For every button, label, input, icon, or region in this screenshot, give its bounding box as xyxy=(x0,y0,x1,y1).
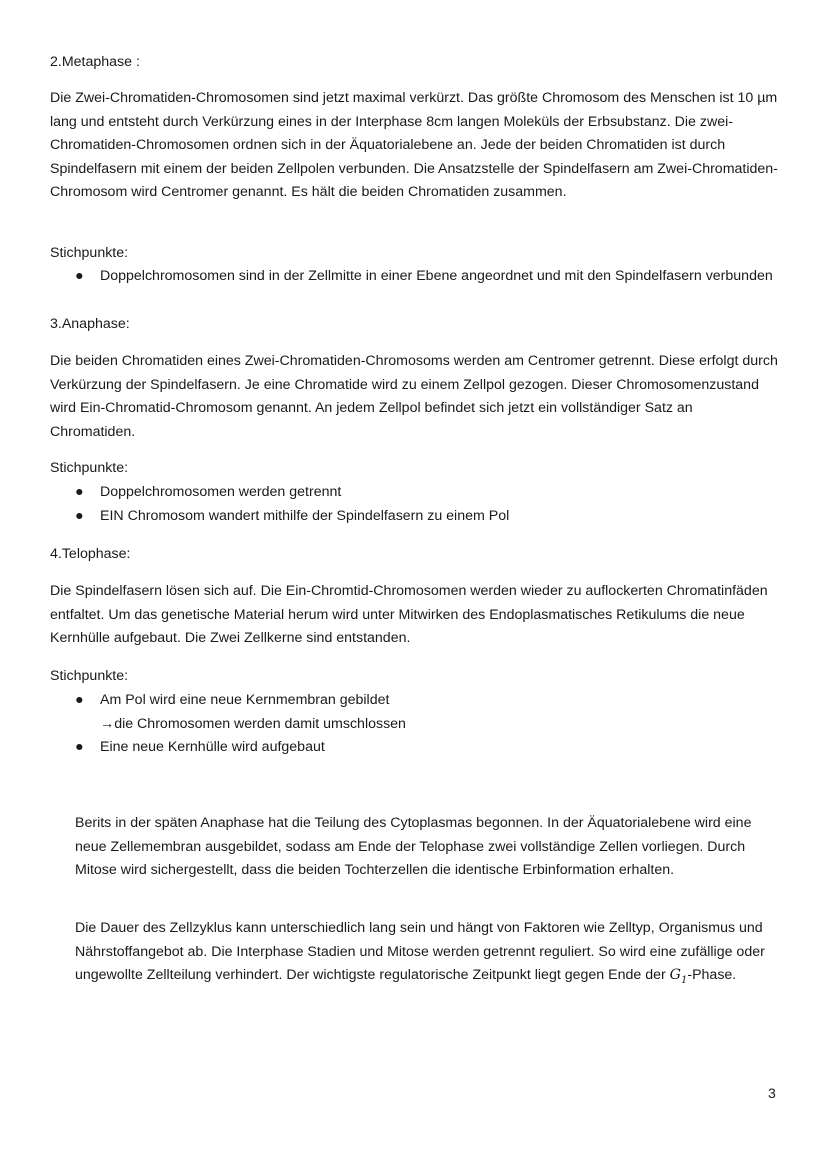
telophase-stichpunkte-label: Stichpunkte: xyxy=(50,668,129,684)
list-item: ● Am Pol wird eine neue Kernmembran gebildet xyxy=(50,689,780,713)
bullet-icon: ● xyxy=(75,268,84,284)
cytokinesis-paragraph: Berits in der späten Anaphase hat die Teilung des Cytoplasmas begonnen. In der Äquatorialebene wird eine neue Zellemembran ausgebildet, sodass am Ende der Telophase zwei vollständige Zellen vorliegen. Durch Mitose wird sichergestellt, dass die beiden Tochterzellen die identische Erbinformation erhalten. xyxy=(75,815,752,878)
list-item: ● Doppelchromosomen werden getrennt xyxy=(50,481,780,505)
metaphase-paragraph: Die Zwei-Chromatiden-Chromosomen sind jetzt maximal verkürzt. Das größte Chromosom des Menschen ist 10 µm lang und entsteht durch Verkürzung eines in der Interphase 8cm langen Moleküls der Erbsubstanz. Die zwei-Chromatiden-Chromosomen ordnen sich in der Äquatorialebene an. Jede der beiden Chromatiden ist durch Spindelfasern mit einem der beiden Zellpolen verbunden. Die Ansatzstelle der Spindelfasern am Zwei-Chromatiden-Chromosom wird Centromer genannt. Es hält die beiden Chromatiden zusammen. xyxy=(50,90,778,200)
list-item: ● EIN Chromosom wandert mithilfe der Spindelfasern zu einem Pol xyxy=(50,505,780,529)
bullet-icon: ● xyxy=(75,507,84,524)
arrow-right-icon: → xyxy=(100,715,115,732)
telophase-bullet-list xyxy=(50,689,780,760)
g1-symbol: $G_1$ xyxy=(669,967,688,986)
metaphase-stichpunkte-label: Stichpunkte: xyxy=(50,245,129,261)
anaphase-heading: 3.Anaphase: xyxy=(50,316,130,332)
anaphase-paragraph: Die beiden Chromatiden eines Zwei-Chromatiden-Chromosoms werden am Centromer getrennt. Diese erfolgt durch Verkürzung der Spindelfasern. Je eine Chromatide wird zu einem Zellpol gezogen. Dieser Chromosomenzustand wird Ein-Chromatid-Chromosom genannt. An jedem Zellpol befindet sich jetzt ein vollständiger Satz an Chromatiden. xyxy=(50,353,778,440)
anaphase-bullet-list xyxy=(50,481,780,528)
telophase-paragraph: Die Spindelfasern lösen sich auf. Die Ein-Chromtid-Chromosomen werden wieder zu auflockerten Chromatinfäden entfaltet. Um das genetische Material herum wird unter Mitwirken des Endoplasmatisches Retikulums die neue Kernhülle aufgebaut. Die Zwei Zellkerne sind entstanden. xyxy=(50,583,768,646)
list-subitem: →die Chromosomen werden damit umschlossen xyxy=(100,715,406,732)
bullet-icon: ● xyxy=(75,692,84,708)
cell-cycle-paragraph: Die Dauer des Zellzyklus kann unterschiedlich lang sein und hängt von Faktoren wie Zelltyp, Organismus und Nährstoffangebot ab. Die Interphase Stadien und Mitose werden getrennt reguliert. So wird eine zufällige oder ungewollte Zellteilung verhindert. Der wichtigste regulatorische Zeitpunkt liegt gegen Ende der $G_1$-Phase. xyxy=(75,920,765,986)
metaphase-bullet-list xyxy=(50,265,780,289)
list-item: ● Doppelchromosomen sind in der Zellmitte in einer Ebene angeordnet und mit den Spindelfasern verbunden xyxy=(50,265,780,289)
anaphase-stichpunkte-label: Stichpunkte: xyxy=(50,460,129,476)
telophase-heading: 4.Telophase: xyxy=(50,546,131,562)
page-number: 3 xyxy=(768,1085,776,1101)
metaphase-heading: 2.Metaphase : xyxy=(50,54,140,70)
list-item: ● Eine neue Kernhülle wird aufgebaut xyxy=(50,736,780,760)
bullet-icon: ● xyxy=(75,739,84,755)
bullet-icon: ● xyxy=(75,484,84,500)
